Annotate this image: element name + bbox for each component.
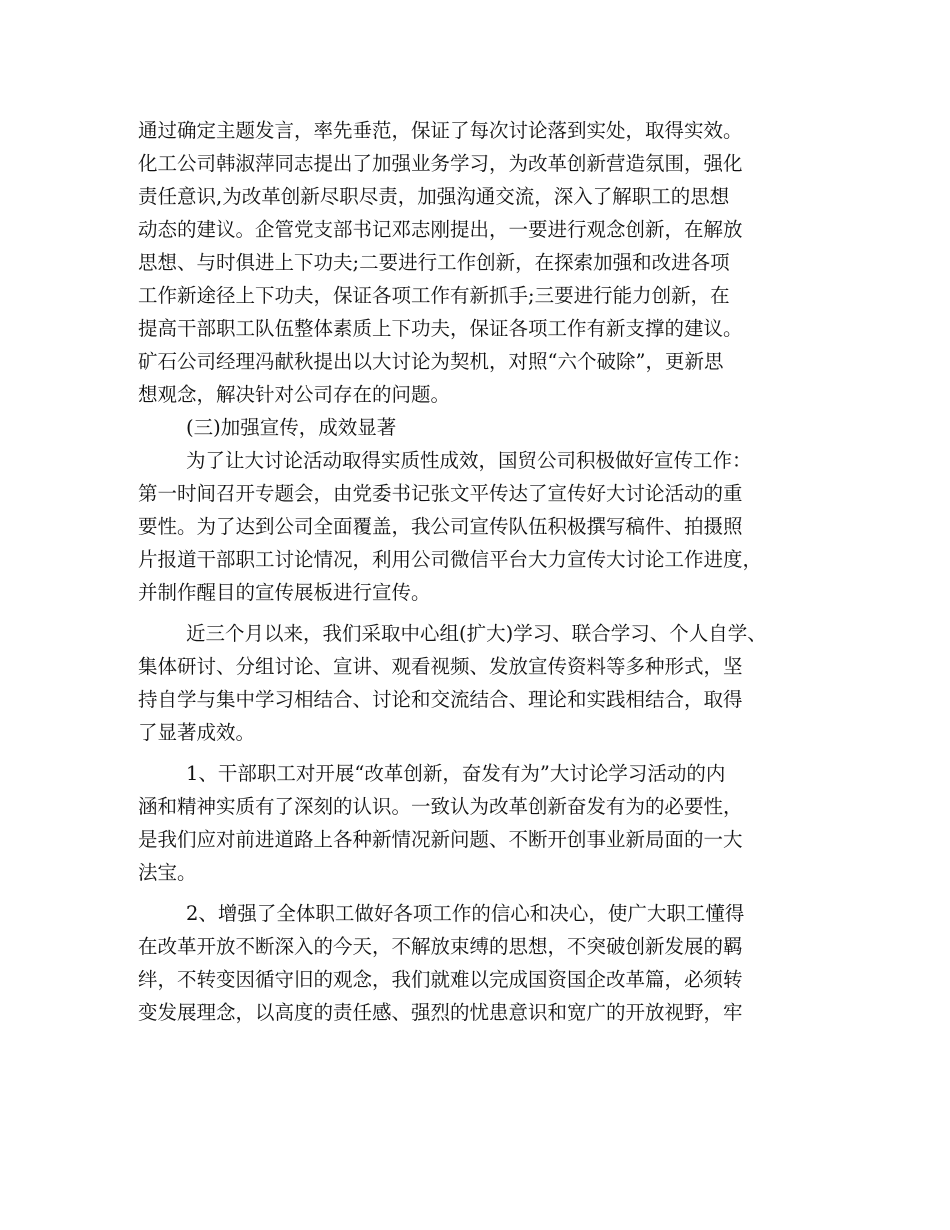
text-line: 要性。为了达到公司全面覆盖，我公司宣传队伍积极撰写稿件、拍摄照 [138,515,743,538]
text-line: 近三个月以来，我们采取中心组(扩大)学习、联合学习、个人自学、 [186,622,767,645]
text-line: 涵和精神实质有了深刻的认识。一致认为改革创新奋发有为的必要性， [138,795,743,818]
text-line: 思想、与时俱进上下功夫;二要进行工作创新，在探索加强和改进各项 [138,251,730,274]
text-line: 想观念，解决针对公司存在的问题。 [138,383,451,406]
text-line: 1、干部职工对开展“改革创新，奋发有为”大讨论学习活动的内 [186,762,726,785]
text-line: 提高干部职工队伍整体素质上下功夫，保证各项工作有新支撑的建议。 [138,317,743,340]
text-line: 了显著成效。 [138,721,256,744]
text-line: 为了让大讨论活动取得实质性成效，国贸公司积极做好宣传工作： [186,449,752,472]
text-line: 化工公司韩淑萍同志提出了加强业务学习，为改革创新营造氛围，强化 [138,152,743,175]
text-line: 法宝。 [138,861,197,884]
text-line: 责任意识,为改革创新尽职尽责，加强沟通交流，深入了解职工的思想 [138,185,730,208]
text-line: 绊，不转变因循守旧的观念，我们就难以完成国资国企改革篇，必须转 [138,968,743,991]
text-line: 持自学与集中学习相结合、讨论和交流结合、理论和实践相结合，取得 [138,688,743,711]
text-line: 在改革开放不断深入的今天，不解放束缚的思想，不突破创新发展的羁 [138,935,743,958]
text-line: 2、增强了全体职工做好各项工作的信心和决心，使广大职工懂得 [186,902,745,925]
text-line: 矿石公司经理冯献秋提出以大讨论为契机，对照“六个破除”，更新思 [138,350,724,373]
text-line: 并制作醒目的宣传展板进行宣传。 [138,581,431,604]
text-line: 变发展理念，以高度的责任感、强烈的忧患意识和宽广的开放视野，牢 [138,1001,743,1024]
text-line: 通过确定主题发言，率先垂范，保证了每次讨论落到实处，取得实效。 [138,119,743,142]
section-heading: (三)加强宣传，成效显著 [186,416,397,439]
text-line: 第一时间召开专题会，由党委书记张文平传达了宣传好大讨论活动的重 [138,482,743,505]
text-line: 动态的建议。企管党支部书记邓志刚提出，一要进行观念创新，在解放 [138,218,743,241]
text-line: 片报道干部职工讨论情况，利用公司微信平台大力宣传大讨论工作进度， [138,548,763,571]
text-line: 是我们应对前进道路上各种新情况新问题、不断开创事业新局面的一大 [138,828,743,851]
document-body [138,114,818,1029]
text-line: 工作新途径上下功夫，保证各项工作有新抓手;三要进行能力创新，在 [138,284,730,307]
text-line: 集体研讨、分组讨论、宣讲、观看视频、发放宣传资料等多种形式，坚 [138,655,743,678]
